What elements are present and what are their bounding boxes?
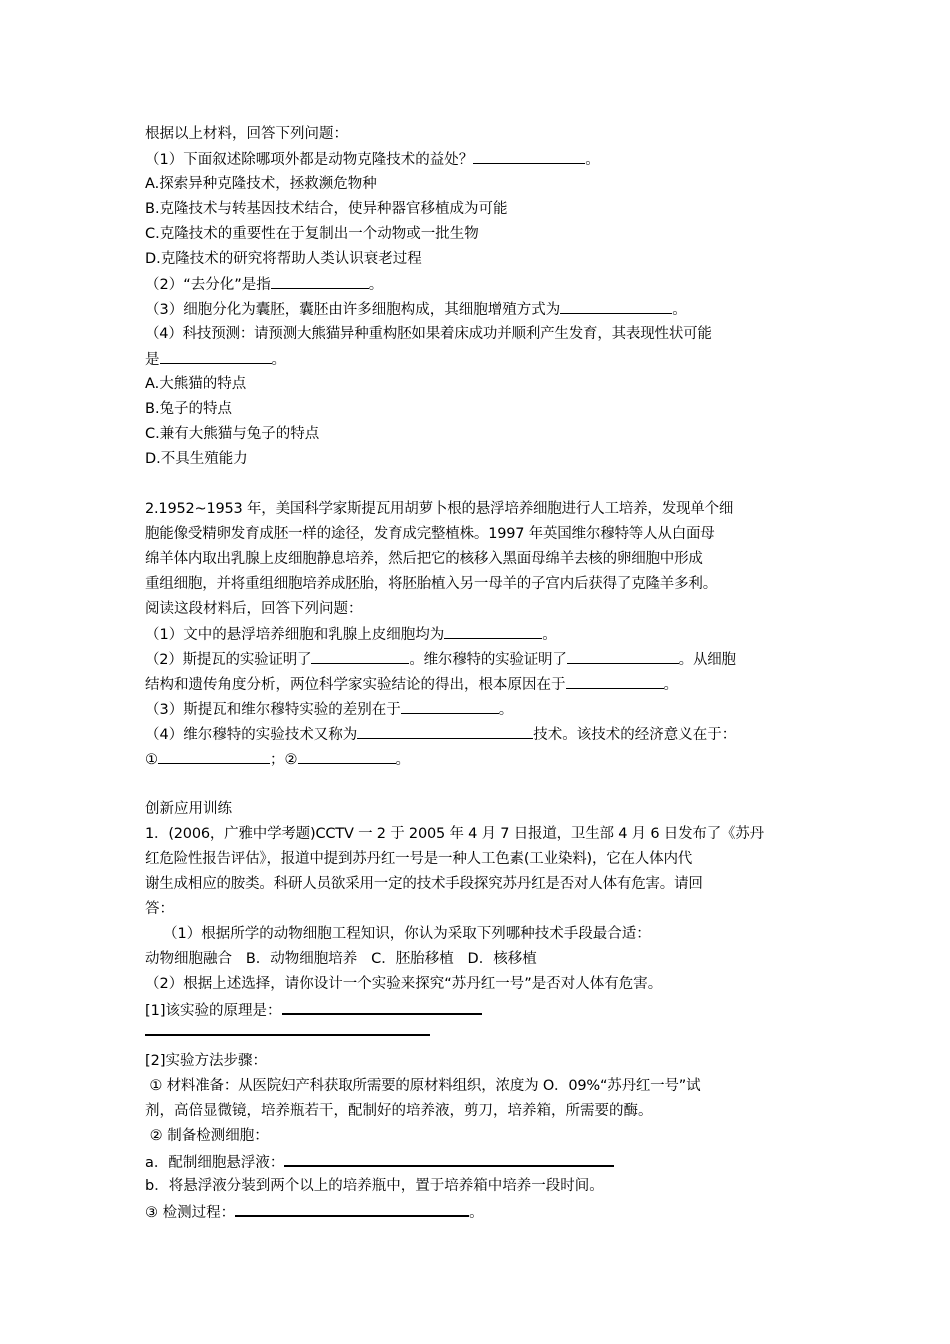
answer-blank[interactable] bbox=[284, 1149, 614, 1167]
s2-question-4-cont: ① ；② 。 bbox=[145, 747, 810, 772]
answer-blank[interactable] bbox=[235, 1199, 469, 1217]
s2-paragraph-line: 重组细胞，并将重组细胞培养成胚胎，将胚胎植入另一母羊的子宫内后获得了克隆羊多利。 bbox=[145, 576, 717, 592]
section1-intro: 根据以上材料，回答下列问题： bbox=[145, 126, 348, 142]
step-1: ① 材料准备：从医院妇产科获取所需要的原材料组织，浓度为 O．09%“苏丹红一号”试 bbox=[145, 1078, 701, 1094]
answer-blank[interactable] bbox=[444, 622, 542, 639]
answer-blank[interactable] bbox=[160, 347, 272, 364]
s3-question-1: （1）根据所学的动物细胞工程知识，你认为采取下列哪种技术手段最合适： bbox=[163, 926, 651, 942]
s2-question-3: （3）斯提瓦和维尔穆特实验的差别在于 。 bbox=[145, 697, 810, 722]
answer-blank[interactable] bbox=[298, 747, 396, 764]
answer-blank[interactable] bbox=[271, 272, 369, 289]
option: B.兔子的特点 bbox=[145, 401, 233, 417]
step-2: ② 制备检测细胞： bbox=[145, 1128, 269, 1144]
s3-paragraph-line: 红危险性报告评估》，报道中提到苏丹红一号是一种人工色素(工业染料)，它在人体内代 bbox=[145, 851, 693, 867]
answer-line[interactable] bbox=[145, 1022, 430, 1036]
step-2b: b．将悬浮液分装到两个以上的培养瓶中，置于培养箱中培养一段时间。 bbox=[145, 1178, 604, 1194]
step-2a: a．配制细胞悬浮液： bbox=[145, 1149, 810, 1174]
s2-question-2: （2）斯提瓦的实验证明了 。维尔穆特的实验证明了 。从细胞 bbox=[145, 647, 810, 672]
option: B.克隆技术与转基因技术结合，使异种器官移植成为可能 bbox=[145, 201, 508, 217]
s3-question-1-options: 动物细胞融合 B．动物细胞培养 C．胚胎移植 D．核移植 bbox=[145, 951, 537, 967]
s1-question-3: （3）细胞分化为囊胚，囊胚由许多细胞构成，其细胞增殖方式为 。 bbox=[145, 297, 810, 322]
answer-blank[interactable] bbox=[560, 297, 672, 314]
option: A.探索异种克隆技术，拯救濒危物种 bbox=[145, 176, 377, 192]
s2-paragraph-line: 绵羊体内取出乳腺上皮细胞静息培养，然后把它的核移入黑面母绵羊去核的卵细胞中形成 bbox=[145, 551, 703, 567]
s2-paragraph-line: 2.1952~1953 年，美国科学家斯提瓦用胡萝卜根的悬浮培养细胞进行人工培养，发现单个细 bbox=[145, 501, 734, 517]
s2-question-4: （4）维尔穆特的实验技术又称为 技术。该技术的经济意义在于： bbox=[145, 722, 810, 747]
s3-question-2: （2）根据上述选择，请你设计一个实验来探究“苏丹红一号”是否对人体有危害。 bbox=[145, 976, 663, 992]
steps-title: [2]实验方法步骤： bbox=[145, 1053, 268, 1069]
step-1-cont: 剂，高倍显微镜，培养瓶若干，配制好的培养液，剪刀，培养箱，所需要的酶。 bbox=[145, 1103, 653, 1119]
document-page bbox=[145, 122, 810, 1224]
answer-blank[interactable] bbox=[567, 647, 679, 664]
step-3: ③ 检测过程： 。 bbox=[145, 1199, 810, 1224]
s2-paragraph-line: 阅读这段材料后，回答下列问题： bbox=[145, 601, 363, 617]
answer-blank[interactable] bbox=[473, 147, 585, 164]
s1-question-1: （1）下面叙述除哪项外都是动物克隆技术的益处？ 。 bbox=[145, 147, 810, 172]
principle-line: [1]该实验的原理是： bbox=[145, 997, 810, 1022]
answer-blank[interactable] bbox=[401, 697, 499, 714]
section3-heading: 创新应用训练 bbox=[145, 801, 232, 817]
s2-question-1: （1）文中的悬浮培养细胞和乳腺上皮细胞均为 。 bbox=[145, 622, 810, 647]
option: C.兼有大熊猫与兔子的特点 bbox=[145, 426, 320, 442]
s1-question-4-cont: 是 。 bbox=[145, 347, 810, 372]
s1-question-2: （2）“去分化”是指 。 bbox=[145, 272, 810, 297]
s1-question-4: （4）科技预测：请预测大熊猫异种重构胚如果着床成功并顺利产生发育，其表现性状可能 bbox=[145, 326, 712, 342]
s2-question-2-cont: 结构和遗传角度分析，两位科学家实验结论的得出，根本原因在于 。 bbox=[145, 672, 810, 697]
option: C.克隆技术的重要性在于复制出一个动物或一批生物 bbox=[145, 226, 479, 242]
option: A.大熊猫的特点 bbox=[145, 376, 247, 392]
s2-paragraph-line: 胞能像受精卵发育成胚一样的途径，发育成完整植株。1997 年英国维尔穆特等人从白面母 bbox=[145, 526, 715, 542]
s3-paragraph-line: 答： bbox=[145, 901, 174, 917]
option: D.克隆技术的研究将帮助人类认识衰老过程 bbox=[145, 251, 422, 267]
option: D.不具生殖能力 bbox=[145, 451, 248, 467]
answer-blank[interactable] bbox=[282, 997, 482, 1015]
s3-paragraph-line: 谢生成相应的胺类。科研人员欲采用一定的技术手段探究苏丹红是否对人体有危害。请回 bbox=[145, 876, 703, 892]
answer-blank[interactable] bbox=[311, 647, 409, 664]
answer-blank[interactable] bbox=[158, 747, 270, 764]
answer-blank[interactable] bbox=[566, 672, 664, 689]
s3-paragraph-line: 1．(2006，广雅中学考题)CCTV 一 2 于 2005 年 4 月 7 日报道，卫生部 4 月 6 日发布了《苏丹 bbox=[145, 826, 764, 842]
answer-blank[interactable] bbox=[357, 722, 533, 739]
